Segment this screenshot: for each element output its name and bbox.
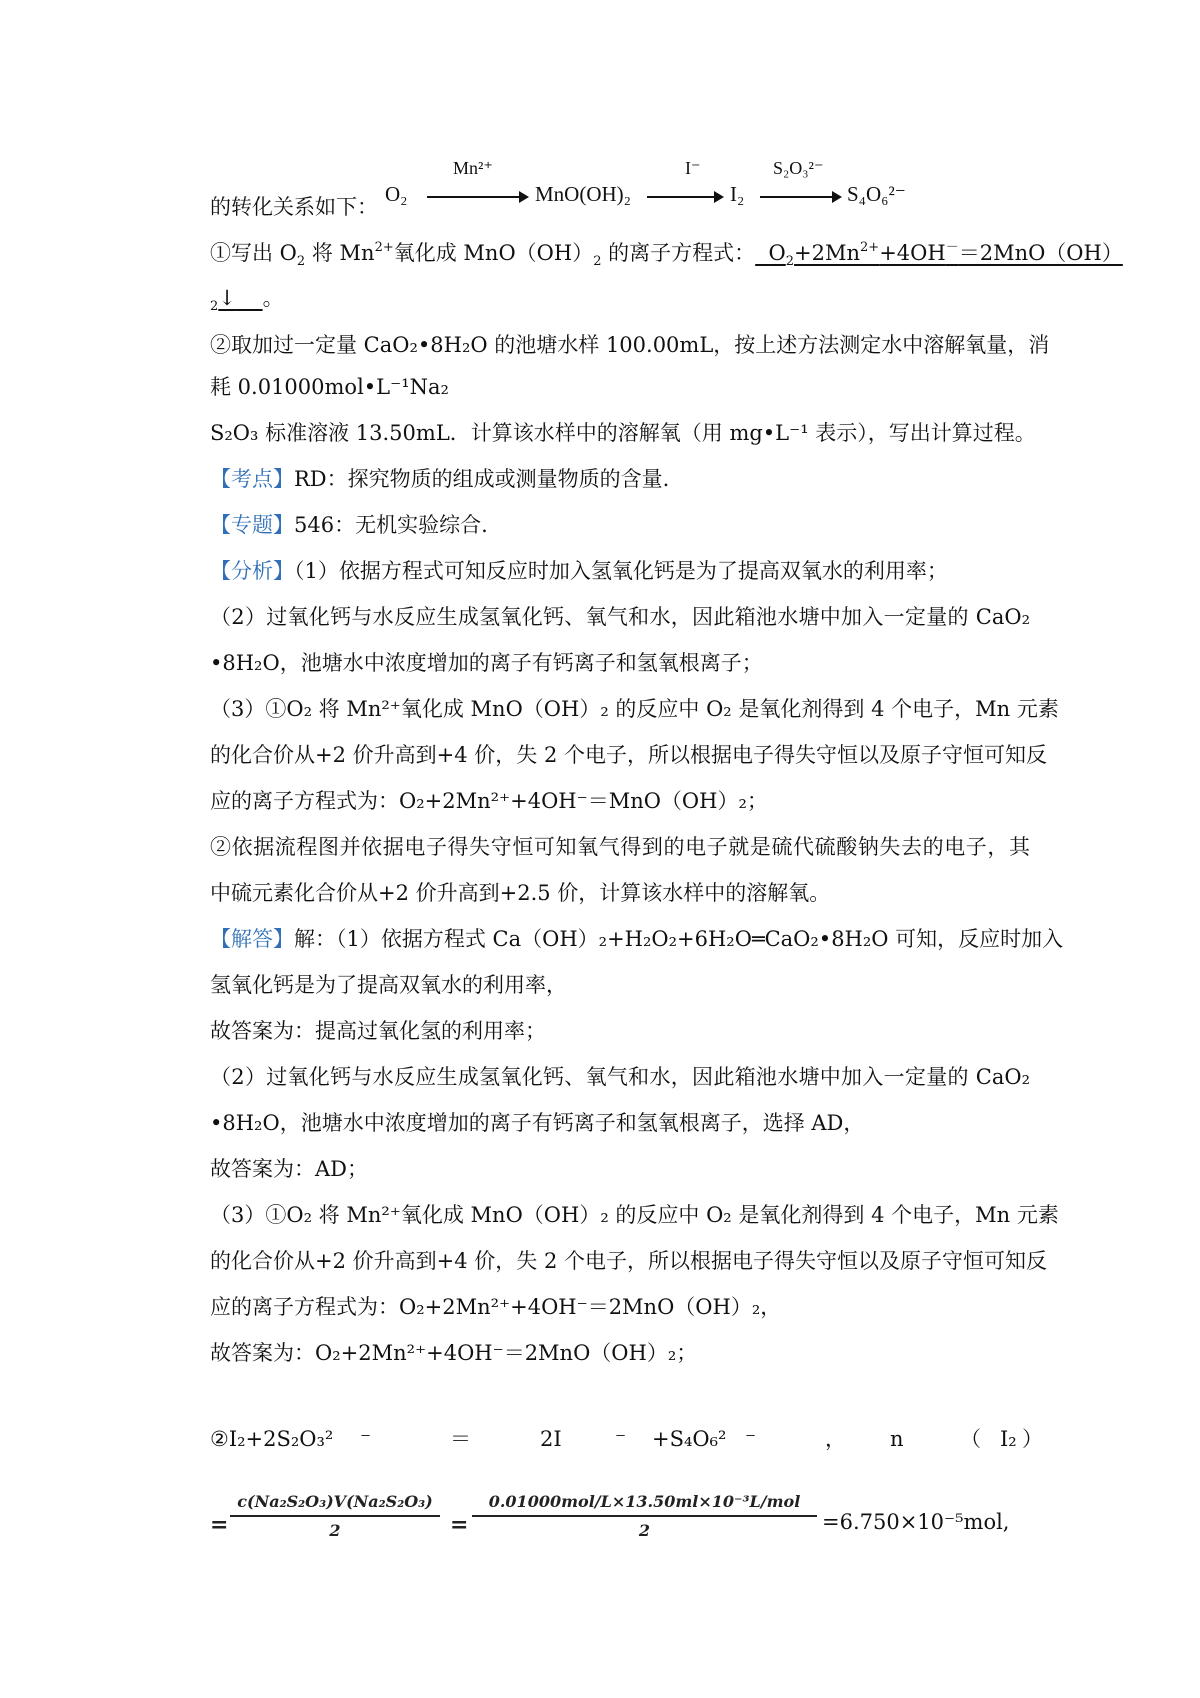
- text-line: 的化合价从+2 价升高到+4 价，失 2 个电子，所以根据电子得失守恒以及原子守恒可知反: [210, 743, 1047, 767]
- text-line: （3）①O₂ 将 Mn²⁺氧化成 MnO（OH）₂ 的反应中 O₂ 是氧化剂得到 4 个电子，Mn 元素: [210, 1203, 1059, 1227]
- fraction-denominator: 2: [329, 1521, 341, 1540]
- text-line: （3）①O₂ 将 Mn²⁺氧化成 MnO（OH）₂ 的反应中 O₂ 是氧化剂得到 4 个电子，Mn 元素: [210, 697, 1059, 721]
- document-page: O₂ Mn²⁺ MnO(OH)₂ I⁻ I₂ S₂O₃²⁻ S₄O₆²⁻ 的转化关系如下： ①写出 $O_2$ 将 $Mn^{2+}$氧化成 $MnO(OH)_2$ 的离子方程式： $O_2+2Mn^{2+}+4OH^-=2MnO(OH)$ $_2$↓ 。 ②取加过一定量 CaO₂•8H₂O 的池塘水样 100.00mL，按上述方法测定水中溶解氧量，消 耗 0.01000mol•L⁻¹Na₂ S₂O₃ 标准溶液 13.50mL．计算该水样中的溶解氧（用 mg•L⁻¹ 表示），写出计算过程。 【考点】RD：探究物质的组成或测量物质的含量. 【专题】546：无机实验综合. 【分析】（1）依据方程式可知反应时加入氢氧化钙是为了提高双氧水的利用率； （2）过氧化钙与水反应生成氢氧化钙、氧气和水，因此箱池水塘中加入一定量的 CaO₂ •8H₂O，池塘水中浓度增加的离子有钙离子和氢氧根离子； （3）①O₂ 将 Mn²⁺氧化成 MnO（OH）₂ 的反应中 O₂ 是氧化剂得到 4 个电子，Mn 元素 的化合价从+2 价升高到+4 价，失 2 个电子，所以根据电子得失守恒以及原子守恒可知反 应的离子方程式为：O₂+2Mn²⁺+4OH⁻＝MnO（OH）₂； ②依据流程图并依据电子得失守恒可知氧气得到的电子就是硫代硫酸钠失去的电子，其 中硫元素化合价从+2 价升高到+2.5 价，计算该水样中的溶解氧。 【解答】解：（1）依据方程式 Ca（OH）₂+H₂O₂+6H₂O═CaO₂•8H₂O 可知，反应时加入 氢氧化钙是为了提高双氧水的利用率， 故答案为：提高过氧化氢的利用率； （2）过氧化钙与水反应生成氢氧化钙、氧气和水，因此箱池水塘中加入一定量的 CaO₂ •8H₂O，池塘水中浓度增加的离子有钙离子和氢氧根离子，选择 AD， 故答案为：AD； （3）①O₂ 将 Mn²⁺氧化成 MnO（OH）₂ 的反应中 O₂ 是氧化剂得到 4 个电子，Mn 元素 的化合价从+2 价升高到+4 价，失 2 个电子，所以根据电子得失守恒以及原子守恒可知反 应的离子方程式为：O₂+2Mn²⁺+4OH⁻＝2MnO（OH）₂， 故答案为：O₂+2Mn²⁺+4OH⁻＝2MnO（OH）₂； ②I₂+2S₂O₃² ⁻ ＝ 2I ⁻ +S₄O₆² ⁻ ， n （ I₂ ） = $\frac{\text{c(Na₂S₂O₃)V(Na₂S₂O₃)}}{2}$ = 0.01000mol/L×13.50ml×10⁻³L/mol 2 =6.750×10⁻⁵mol,: [0, 0, 1200, 1698]
- species-o2: O₂: [385, 182, 408, 206]
- tag-label: 【分析】: [210, 559, 294, 583]
- text-line: S₂O₃ 标准溶液 13.50mL．计算该水样中的溶解氧（用 mg•L⁻¹ 表示），写出计算过程。: [210, 421, 1036, 445]
- answer-blank: $O_2+2Mn^{2+}+4OH^-=2MnO(OH)$: [768, 240, 1123, 269]
- text-line: 中硫元素化合价从+2 价升高到+2.5 价，计算该水样中的溶解氧。: [210, 881, 831, 905]
- text-line: （2）过氧化钙与水反应生成氢氧化钙、氧气和水，因此箱池水塘中加入一定量的 CaO₂: [210, 605, 1030, 629]
- reagent-iodide: I⁻: [685, 158, 701, 178]
- fraction-numerator: c(Na₂S₂O₃)V(Na₂S₂O₃): [230, 1492, 440, 1517]
- section-jieda: 【解答】解：（1）依据方程式 Ca（OH）₂+H₂O₂+6H₂O═CaO₂•8H₂O 可知，反应时加入: [210, 927, 1064, 951]
- text-line: （2）过氧化钙与水反应生成氢氧化钙、氧气和水，因此箱池水塘中加入一定量的 CaO₂: [210, 1065, 1030, 1089]
- section-fenxi: 【分析】（1）依据方程式可知反应时加入氢氧化钙是为了提高双氧水的利用率；: [210, 559, 948, 583]
- section-kaodian: 【考点】RD：探究物质的组成或测量物质的含量.: [210, 467, 670, 491]
- fraction-1: [230, 1492, 440, 1540]
- text-line: •8H₂O，池塘水中浓度增加的离子有钙离子和氢氧根离子；: [210, 651, 763, 675]
- species-mnooh2: MnO(OH)₂: [535, 182, 631, 206]
- species-i2: I₂: [730, 182, 745, 206]
- fraction-numerator: 0.01000mol/L×13.50ml×10⁻³L/mol: [472, 1492, 817, 1517]
- question-line-1: ①写出 $O_2$ 将 $Mn^{2+}$氧化成 $MnO(OH)_2$ 的离子方程式： $O_2+2Mn^{2+}+4OH^-=2MnO(OH)$: [210, 240, 1123, 269]
- text-line: 故答案为：O₂+2Mn²⁺+4OH⁻＝2MnO（OH）₂；: [210, 1341, 698, 1365]
- species-s4o6: S₄O₆²⁻: [847, 182, 906, 206]
- text-line: 故答案为：AD；: [210, 1157, 369, 1181]
- calculation-equation: [210, 1490, 1030, 1560]
- text-line: 故答案为：提高过氧化氢的利用率；: [210, 1019, 546, 1043]
- question-line-2: ②取加过一定量 CaO₂•8H₂O 的池塘水样 100.00mL，按上述方法测定水中溶解氧量，消: [210, 333, 1050, 357]
- result-value: =6.750×10⁻⁵mol,: [822, 1510, 1010, 1534]
- tag-label: 【考点】: [210, 467, 294, 491]
- text-line: 应的离子方程式为：O₂+2Mn²⁺+4OH⁻＝MnO（OH）₂；: [210, 789, 768, 813]
- answer-continuation: $_2$↓ 。: [210, 286, 284, 314]
- equals-sign: =: [450, 1512, 469, 1538]
- fraction-denominator: 2: [638, 1521, 651, 1540]
- tag-label: 【专题】: [210, 513, 294, 537]
- text-line: 的转化关系如下：: [210, 195, 378, 219]
- fraction-2: [472, 1492, 817, 1540]
- text-line: ②依据流程图并依据电子得失守恒可知氧气得到的电子就是硫代硫酸钠失去的电子，其: [210, 835, 1030, 859]
- reagent-mn2plus: Mn²⁺: [453, 158, 493, 178]
- text-line: 的化合价从+2 价升高到+4 价，失 2 个电子，所以根据电子得失守恒以及原子守恒可知反: [210, 1249, 1047, 1273]
- text-line: 氢氧化钙是为了提高双氧水的利用率，: [210, 973, 567, 997]
- equals-sign: =: [210, 1512, 229, 1538]
- text-line: •8H₂O，池塘水中浓度增加的离子有钙离子和氢氧根离子，选择 AD，: [210, 1111, 865, 1135]
- reagent-thiosulfate: S₂O₃²⁻: [773, 158, 824, 178]
- text-line: 耗 0.01000mol•L⁻¹Na₂: [210, 375, 449, 399]
- section-zhuanti: 【专题】546：无机实验综合.: [210, 513, 488, 537]
- tag-label: 【解答】: [210, 927, 294, 951]
- text-line: 应的离子方程式为：O₂+2Mn²⁺+4OH⁻＝2MnO（OH）₂，: [210, 1295, 782, 1319]
